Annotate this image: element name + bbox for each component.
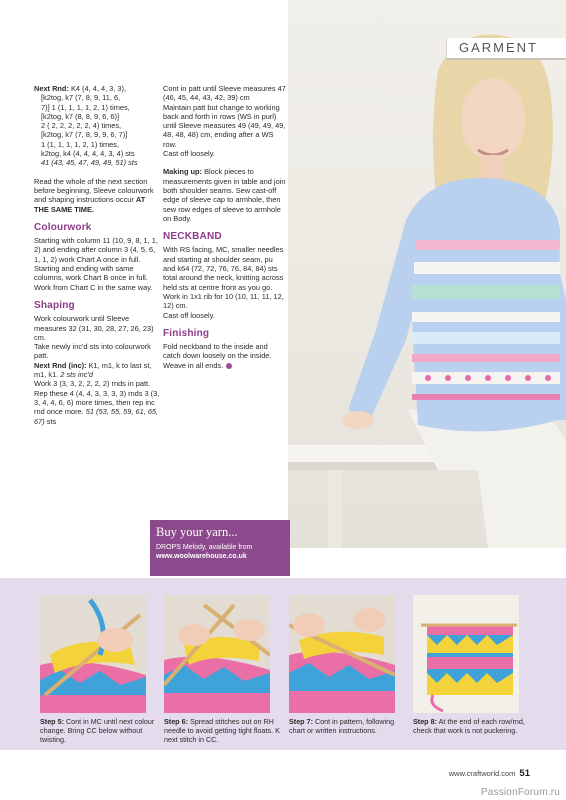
- read-note-text: Read the whole of the next section before beginning, Sleeve colourwork and shaping instructions occur: [34, 176, 154, 205]
- shaping-heading: Shaping: [34, 299, 75, 311]
- neckband-p3: Cast off loosely.: [163, 310, 215, 320]
- next-rnd-line-7: 1 (1, 1, 1, 1, 2, 1) times,: [41, 139, 120, 149]
- instructions-column-2: [163, 84, 287, 379]
- step-5-photo: [40, 595, 146, 713]
- next-rnd-line-5: 2 ( 2, 2, 2, 2, 2, 4) times,: [41, 121, 122, 131]
- neckband-p2: Work in 1x1 rib for 10 (10, 11, 11, 12, 12) cm.: [163, 291, 284, 311]
- shaping-p4-end: sts: [46, 416, 57, 426]
- making-up-text: Block pieces to measurements given in table and join both shoulder seams. Sew cast-off edge of sleeve cap to armhole, then sew row edges of sleeve to armhole on Body.: [163, 167, 286, 223]
- section-label: GARMENT: [459, 40, 538, 55]
- making-up: [163, 167, 287, 223]
- next-rnd-line-4: [k2tog, k7 (8, 8, 9, 6, 6)]: [41, 111, 120, 121]
- shaping-inc-text: K1, m1, k to last st, m1, k1.: [34, 360, 152, 380]
- step-8-text: At the end of each row/rnd, check that work is not puckering.: [413, 717, 525, 735]
- sleeve-p2: Maintain patt but change to working back and forth in rows (WS in purl) until Sleeve measures 49 (49, 49, 49, 48, 48, 48) cm, ending after a WS row.: [163, 102, 286, 149]
- buy-yarn-title: Buy your yarn...: [156, 525, 238, 539]
- next-rnd-label: Next Rnd:: [34, 84, 69, 93]
- colourwork-p1: Starting with column 11 (10, 9, 8, 1, 1, 2) and ending after column 3 (4, 5, 6, 1, 1, 2) work Chart A once in full.: [34, 236, 158, 264]
- shaping-p4-count: 51 (53, 55, 59, 61, 65, 67): [34, 407, 159, 426]
- neckband-heading: NECKBAND: [163, 231, 222, 243]
- neckband-p1: With RS facing, MC, smaller needles and starting at shoulder seam, pu and k64 (72, 72, 76, 76, 84, 84) sts total around the neck, knitting across held sts at centre front as you go.: [163, 245, 284, 292]
- page-number: 51: [519, 768, 530, 779]
- sleeve-p3: Cast off loosely.: [163, 149, 215, 159]
- buy-yarn-line: DROPS Melody, available from: [156, 544, 253, 551]
- end-bullet-icon: [226, 363, 232, 369]
- footer-site[interactable]: www.craftworld.com: [448, 769, 516, 778]
- shaping-inc: [34, 361, 160, 380]
- step-7-caption: [289, 717, 407, 735]
- shaping-p1: Work colourwork until Sleeve measures 32 (31, 30, 28, 27, 26, 23) cm.: [34, 314, 154, 342]
- making-up-label: Making up:: [163, 167, 203, 177]
- step-6-text: Spread stitches out on RH needle to avoid getting tight floats. K next stitch in CC.: [164, 717, 280, 744]
- shaping-inc-count: 2 sts inc'd: [60, 370, 93, 380]
- shaping-p3: Work 3 (3, 3, 2, 2, 2, 2) rnds in patt.: [34, 379, 151, 389]
- next-rnd-line-2: [k2tog, k7 (7, 8, 9, 11, 6,: [41, 93, 121, 103]
- next-rnd-count: 41 (43, 45, 47, 49, 49, 51) sts: [41, 158, 138, 168]
- page-footer: [449, 768, 530, 779]
- buy-yarn-link[interactable]: www.woolwarehouse.co.uk: [156, 553, 247, 560]
- step-6-caption: [164, 717, 282, 744]
- sleeve-p1: Cont in patt until Sleeve measures 47 (46, 45, 44, 43, 42, 39) cm: [163, 84, 286, 103]
- shaping-inc-label: Next Rnd (inc):: [34, 360, 87, 370]
- colourwork-p3: Work from Chart C in the same way.: [34, 282, 153, 292]
- step-7-label: Step 7:: [289, 717, 313, 726]
- finishing-p1: [163, 342, 287, 370]
- next-rnd-line-8: k2tog, k4 (4, 4, 4, 4, 3, 4) sts: [41, 149, 135, 159]
- colourwork-heading: Colourwork: [34, 221, 92, 233]
- shaping-p4-text: Rep these 4 (4, 4, 3, 3, 3, 3) rnds 3 (3, 3, 4, 4, 6, 6) more times, then rep inc rnd once more.: [34, 388, 160, 417]
- step-6-photo: [164, 595, 270, 713]
- instructions-column-1: [34, 84, 160, 435]
- step-7-photo: [289, 595, 395, 713]
- model-photo: [288, 0, 566, 548]
- buy-yarn-box: [150, 520, 290, 576]
- next-rnd-line-3: 7)] 1 (1, 1, 1, 1, 2, 1) times,: [41, 102, 130, 112]
- finishing-text: Fold neckband to the inside and catch down loosely on the inside. Weave in all ends.: [163, 342, 272, 370]
- next-rnd-line-6: [k2tog, k7 (7, 8, 9, 9, 6, 7)]: [41, 130, 128, 140]
- step-6-label: Step 6:: [164, 717, 188, 726]
- step-8-caption: [413, 717, 531, 735]
- section-tab: [446, 38, 566, 60]
- finishing-heading: Finishing: [163, 327, 210, 339]
- step-8-photo: [413, 595, 519, 713]
- step-5-label: Step 5:: [40, 717, 64, 726]
- next-rnd-block: [34, 84, 160, 168]
- next-rnd-line-1: K4 (4, 4, 4, 3, 3),: [70, 84, 127, 93]
- read-note: [34, 177, 160, 214]
- step-5-caption: [40, 717, 158, 744]
- step-7-text: Cont in pattern, following chart or written instructions.: [289, 717, 395, 735]
- read-note-bold: AT THE SAME TIME.: [34, 195, 146, 214]
- step-5-text: Cont in MC until next colour change. Bring CC below without twisting.: [40, 717, 155, 744]
- shaping-p4: [34, 389, 160, 426]
- colourwork-p2: Starting and ending with same columns, work Chart B once in full.: [34, 264, 148, 283]
- step-8-label: Step 8:: [413, 717, 437, 726]
- shaping-p2: Take newly inc'd sts into colourwork patt.: [34, 342, 151, 361]
- watermark: PassionForum.ru: [480, 787, 560, 798]
